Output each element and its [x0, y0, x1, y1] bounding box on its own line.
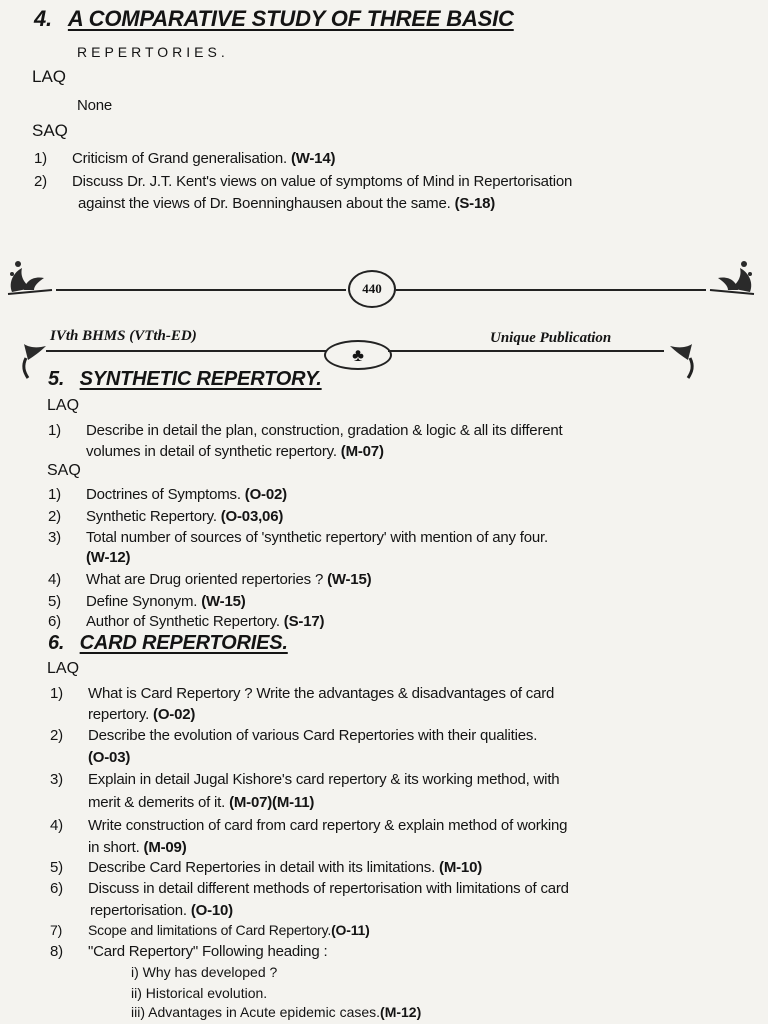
section-5-title: SYNTHETIC REPERTORY. — [79, 368, 322, 390]
item-ref: (W-12) — [86, 549, 131, 566]
divider-line-right — [396, 289, 706, 291]
item-ref: (S-17) — [283, 613, 325, 630]
list-item-continuation — [86, 549, 130, 566]
item-text: repertorisation. — [90, 902, 187, 919]
item-text: in short. — [88, 839, 140, 856]
item-number: 4) — [50, 817, 63, 834]
item-text: Write construction of card from card repertory & explain method of working — [88, 817, 568, 834]
list-item — [48, 422, 563, 439]
section-5-laq-label: LAQ — [47, 397, 80, 414]
item-ref: (S-18) — [454, 195, 496, 212]
item-text: Discuss in detail different methods of repertorisation with limitations of card — [88, 880, 569, 897]
item-ref: (W-15) — [327, 571, 372, 588]
list-item — [50, 771, 559, 788]
list-item — [48, 486, 287, 503]
list-item — [50, 817, 567, 834]
club-ornament-icon: ♣ — [324, 340, 392, 370]
section-6-laq-label: LAQ — [47, 660, 80, 677]
item-text: Criticism of Grand generalisation. — [72, 150, 287, 167]
item-number: 1) — [48, 486, 61, 503]
section-4-laq-label: LAQ — [32, 67, 67, 86]
list-item — [50, 685, 554, 702]
section-6-title: CARD REPERTORIES. — [79, 632, 288, 654]
divider-line-left — [56, 289, 346, 291]
item-text: merit & demerits of it. — [88, 794, 226, 811]
section-4-heading — [34, 6, 514, 32]
section-5-saq-label: SAQ — [47, 462, 81, 479]
item-text: What are Drug oriented repertories ? — [86, 571, 324, 588]
list-item — [50, 880, 569, 897]
floral-corner-right-icon — [660, 338, 700, 382]
list-item — [48, 571, 371, 588]
list-item — [50, 943, 327, 960]
item-number: 5) — [48, 593, 61, 610]
item-number: 2) — [34, 173, 47, 190]
list-item-continuation — [88, 794, 314, 811]
item-ref: (M-07)(M-11) — [229, 794, 315, 811]
item-ref: (O-03,06) — [220, 508, 284, 525]
list-item — [48, 613, 324, 630]
list-item — [50, 727, 537, 744]
list-item — [50, 859, 482, 876]
item-ref: (M-07) — [340, 443, 384, 460]
sub-item: ii) Historical evolution. — [131, 985, 268, 1001]
item-text: Describe the evolution of various Card Repertories with their qualities. — [88, 727, 538, 744]
item-text: "Card Repertory" Following heading : — [88, 943, 328, 960]
item-number: 2) — [48, 508, 61, 525]
item-ref: (O-10) — [190, 902, 233, 919]
item-number: 6) — [50, 880, 63, 897]
item-number: 1) — [48, 422, 61, 439]
section-4-title: A COMPARATIVE STUDY OF THREE BASIC — [67, 6, 514, 31]
item-ref: (W-15) — [201, 593, 246, 610]
item-number: 1) — [50, 685, 63, 702]
running-header-left: IVth BHMS (VTth-ED) — [50, 328, 197, 344]
item-number: 5) — [50, 859, 63, 876]
item-text: Author of Synthetic Repertory. — [86, 613, 280, 630]
item-text: Define Synonym. — [86, 593, 198, 610]
item-text: Scope and limitations of Card Repertory. — [88, 922, 332, 938]
floral-ornament-right-icon — [706, 254, 758, 298]
item-number: 3) — [48, 529, 61, 546]
item-text: volumes in detail of synthetic repertory. — [86, 443, 337, 460]
item-number: 8) — [50, 943, 63, 960]
section-6-number: 6. — [48, 632, 65, 654]
page-number: 440 — [362, 281, 382, 296]
list-item — [50, 922, 370, 938]
section-4-subtitle: REPERTORIES. — [77, 44, 229, 60]
item-text: Doctrines of Symptoms. — [86, 486, 241, 503]
item-ref: (W-14) — [290, 150, 336, 167]
header-line-left — [46, 350, 326, 352]
item-number: 6) — [48, 613, 61, 630]
item-ref: (M-12) — [380, 1004, 422, 1020]
list-item-continuation — [88, 706, 195, 723]
item-text: Explain in detail Jugal Kishore's card repertory & its working method, with — [88, 771, 560, 788]
item-text: Describe Card Repertories in detail with its limitations. — [88, 859, 436, 876]
item-text: Describe in detail the plan, construction, gradation & logic & all its different — [86, 422, 563, 439]
item-text: against the views of Dr. Boenninghausen about the same. — [78, 195, 451, 212]
section-6-heading — [48, 632, 288, 655]
list-item-continuation — [88, 839, 187, 856]
item-ref: (M-10) — [439, 859, 483, 876]
item-text: Synthetic Repertory. — [86, 508, 217, 525]
item-text: iii) Advantages in Acute epidemic cases. — [131, 1004, 381, 1020]
item-number: 3) — [50, 771, 63, 788]
item-number: 4) — [48, 571, 61, 588]
list-item-continuation — [90, 902, 233, 919]
item-text: repertory. — [88, 706, 150, 723]
list-item — [48, 593, 246, 610]
item-number: 2) — [50, 727, 63, 744]
running-header-right: Unique Publication — [490, 330, 612, 346]
list-item — [34, 173, 572, 190]
list-item-continuation — [86, 443, 384, 460]
list-item — [48, 529, 548, 546]
item-ref: (O-03) — [88, 749, 131, 766]
item-number: 1) — [34, 150, 47, 167]
sub-item — [131, 1004, 421, 1020]
item-ref: (O-02) — [153, 706, 196, 723]
item-number: 7) — [50, 922, 63, 938]
list-item — [48, 508, 283, 525]
sub-item: i) Why has developed ? — [131, 964, 278, 980]
item-text: What is Card Repertory ? Write the advantages & disadvantages of card — [88, 685, 555, 702]
floral-ornament-left-icon — [4, 254, 56, 298]
item-text: Discuss Dr. J.T. Kent's views on value of symptoms of Mind in Repertorisation — [72, 173, 573, 190]
item-text: Total number of sources of 'synthetic repertory' with mention of any four. — [86, 529, 548, 546]
list-item-continuation — [78, 195, 495, 212]
list-item — [34, 150, 335, 167]
section-5-number: 5. — [48, 368, 65, 390]
header-line-right — [388, 350, 664, 352]
section-5-heading — [48, 368, 322, 391]
list-item-continuation — [88, 749, 130, 766]
item-ref: (M-09) — [143, 839, 187, 856]
section-4-laq-none: None — [77, 97, 113, 114]
item-ref: (O-11) — [331, 922, 370, 938]
section-4-number: 4. — [34, 6, 52, 31]
section-4-saq-label: SAQ — [32, 121, 68, 140]
page-number-badge — [348, 270, 396, 308]
item-ref: (O-02) — [244, 486, 287, 503]
